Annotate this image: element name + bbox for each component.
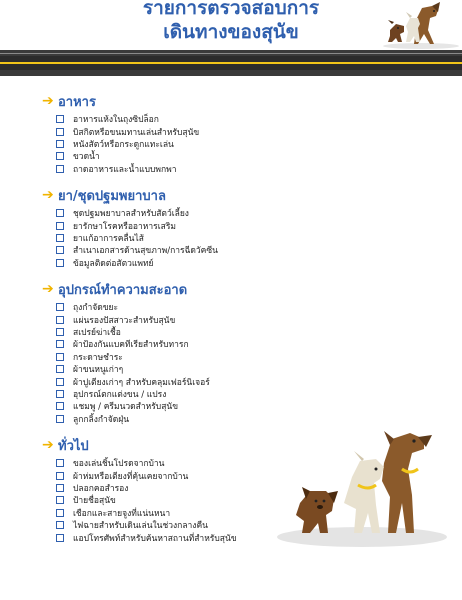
checkbox[interactable] xyxy=(56,353,64,361)
road-center-stripe xyxy=(0,62,462,64)
checklist-item[interactable] xyxy=(56,457,237,469)
section-heading xyxy=(42,186,218,204)
checklist-item[interactable] xyxy=(56,113,199,125)
item-label: ไฟฉายสำหรับเดินเล่นในช่วงกลางคืน xyxy=(73,521,208,532)
dogs-bottom-illustration xyxy=(272,425,447,550)
checkbox[interactable] xyxy=(56,152,64,160)
checkbox[interactable] xyxy=(56,316,64,324)
item-label: ปลอกคอสำรอง xyxy=(73,483,129,494)
checkbox[interactable] xyxy=(56,378,64,386)
checklist xyxy=(42,113,199,175)
section-heading xyxy=(42,280,210,298)
item-label: ผ้าห่มหรือเตียงที่คุ้นเคยจากบ้าน xyxy=(73,471,189,482)
checkbox[interactable] xyxy=(56,115,64,123)
section-title: ทั่วไป xyxy=(58,438,89,454)
checklist-item[interactable] xyxy=(56,351,210,363)
item-label: แอปโทรศัพท์สำหรับค้นหาสถานที่สำหรับสุนัข xyxy=(73,533,237,544)
checklist-item[interactable] xyxy=(56,232,218,244)
checklist-item[interactable] xyxy=(56,326,210,338)
checklist-item[interactable] xyxy=(56,531,237,543)
item-label: ยาแก้อาการคลื่นไส้ xyxy=(73,233,144,244)
checklist-item[interactable] xyxy=(56,363,210,375)
checklist-item[interactable] xyxy=(56,469,237,481)
checklist-item[interactable] xyxy=(56,313,210,325)
road-edge-line xyxy=(0,53,462,54)
item-label: แชมพู / ครีมนวดสำหรับสุนัข xyxy=(73,402,179,413)
checklist xyxy=(42,207,218,269)
item-label: ชุดปฐมพยาบาลสำหรับสัตว์เลี้ยง xyxy=(73,209,189,220)
arrow-right-icon: ➔ xyxy=(42,187,54,203)
checklist-item[interactable] xyxy=(56,519,237,531)
checklist-item[interactable] xyxy=(56,150,199,162)
section-general xyxy=(42,436,237,544)
item-label: ถุงกำจัดขยะ xyxy=(73,303,119,314)
section-title: อุปกรณ์ทำความสะอาด xyxy=(58,282,188,298)
checkbox[interactable] xyxy=(56,234,64,242)
checkbox[interactable] xyxy=(56,328,64,336)
checkbox[interactable] xyxy=(56,222,64,230)
checkbox[interactable] xyxy=(56,128,64,136)
item-label: หนังสัตว์หรือกระดูกแทะเล่น xyxy=(73,139,174,150)
section-cleaning xyxy=(42,280,210,425)
item-label: อุปกรณ์ตกแต่งขน / แปรง xyxy=(73,389,167,400)
checkbox[interactable] xyxy=(56,165,64,173)
checkbox[interactable] xyxy=(56,140,64,148)
checklist-item[interactable] xyxy=(56,257,218,269)
checkbox[interactable] xyxy=(56,509,64,517)
item-label: เชือกและสายจูงที่แน่นหนา xyxy=(73,508,171,519)
title-line-2: เดินทางของสุนัข xyxy=(163,21,299,43)
checklist-item[interactable] xyxy=(56,413,210,425)
item-label: บิสกิตหรือขนมทานเล่นสำหรับสุนัข xyxy=(73,127,200,138)
item-label: ผ้าปูเตียงเก่าๆ สำหรับคลุมเฟอร์นิเจอร์ xyxy=(73,377,210,388)
road-bottom-band xyxy=(0,70,462,76)
checklist-item[interactable] xyxy=(56,507,237,519)
checklist-item[interactable] xyxy=(56,494,237,506)
checkbox[interactable] xyxy=(56,259,64,267)
checkbox[interactable] xyxy=(56,496,64,504)
item-label: ข้อมูลติดต่อสัตวแพทย์ xyxy=(73,258,154,269)
checkbox[interactable] xyxy=(56,534,64,542)
checkbox[interactable] xyxy=(56,521,64,529)
item-label: ผ้าป้องกันแบคทีเรียสำหรับทารก xyxy=(73,340,189,351)
checklist-item[interactable] xyxy=(56,219,218,231)
item-label: กระดาษชำระ xyxy=(73,352,123,363)
arrow-right-icon: ➔ xyxy=(42,281,54,297)
section-food xyxy=(42,92,199,175)
checklist xyxy=(42,457,237,544)
checkbox[interactable] xyxy=(56,459,64,467)
checkbox[interactable] xyxy=(56,402,64,410)
checklist-item[interactable] xyxy=(56,207,218,219)
checkbox[interactable] xyxy=(56,209,64,217)
item-label: ของเล่นชิ้นโปรดจากบ้าน xyxy=(73,459,165,470)
checkbox[interactable] xyxy=(56,303,64,311)
road-banner xyxy=(0,50,462,76)
item-label: สำเนาเอกสารด้านสุขภาพ/การฉีดวัคซีน xyxy=(73,246,218,257)
arrow-right-icon: ➔ xyxy=(42,93,54,109)
section-title: อาหาร xyxy=(58,94,96,110)
section-title: ยา/ชุดปฐมพยาบาล xyxy=(58,188,166,204)
checklist-item[interactable] xyxy=(56,400,210,412)
section-heading xyxy=(42,436,237,454)
checkbox[interactable] xyxy=(56,415,64,423)
item-label: ยารักษาโรคหรืออาหารเสริม xyxy=(73,221,177,232)
checklist-item[interactable] xyxy=(56,338,210,350)
item-label: อาหารแห้งในถุงซิปล็อก xyxy=(73,115,159,126)
item-label: ขวดน้ำ xyxy=(73,152,100,163)
checkbox[interactable] xyxy=(56,484,64,492)
item-label: แผ่นรองปัสสาวะสำหรับสุนัข xyxy=(73,315,176,326)
checklist-item[interactable] xyxy=(56,163,199,175)
item-label: สเปรย์ฆ่าเชื้อ xyxy=(73,327,121,338)
checkbox[interactable] xyxy=(56,472,64,480)
item-label: ถาดอาหารและน้ำแบบพกพา xyxy=(73,164,177,175)
checklist-item[interactable] xyxy=(56,125,199,137)
dogs-top-illustration xyxy=(376,0,462,50)
item-label: ลูกกลิ้งกำจัดฝุ่น xyxy=(73,414,130,425)
item-label: ผ้าขนหนูเก่าๆ xyxy=(73,365,124,376)
checklist-item[interactable] xyxy=(56,301,210,313)
checkbox[interactable] xyxy=(56,365,64,373)
section-heading xyxy=(42,92,199,110)
item-label: ป้ายชื่อสุนัข xyxy=(73,496,116,507)
checkbox[interactable] xyxy=(56,390,64,398)
checkbox[interactable] xyxy=(56,246,64,254)
checklist-item[interactable] xyxy=(56,375,210,387)
arrow-right-icon: ➔ xyxy=(42,437,54,453)
section-first-aid xyxy=(42,186,218,269)
checkbox[interactable] xyxy=(56,340,64,348)
checklist xyxy=(42,301,210,425)
checklist-item[interactable] xyxy=(56,138,199,150)
checklist-item[interactable] xyxy=(56,388,210,400)
title-line-1: รายการตรวจสอบการ xyxy=(142,0,320,19)
checklist-item[interactable] xyxy=(56,482,237,494)
checklist-item[interactable] xyxy=(56,244,218,256)
